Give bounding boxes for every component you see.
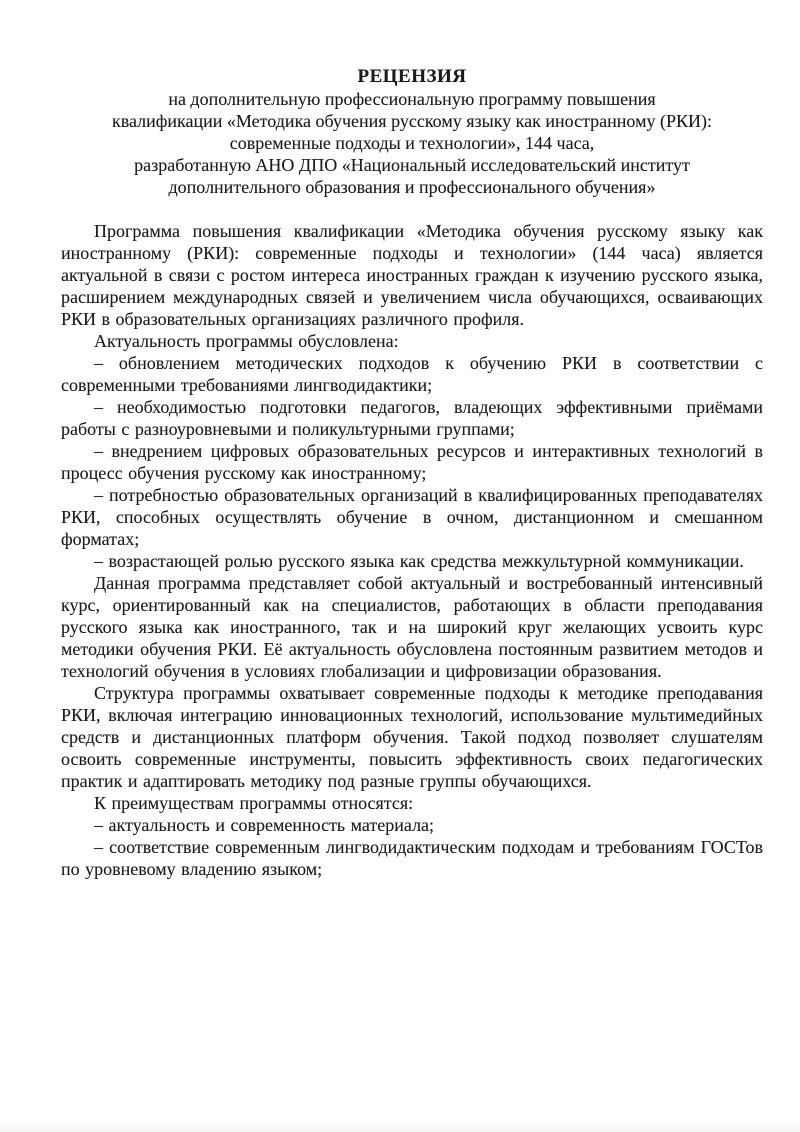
document-subtitle	[61, 88, 763, 198]
document-paragraph: – обновлением методических подходов к обучению РКИ в соответствии с современными требованиями лингводидактики;	[61, 353, 763, 395]
document-paragraph: Актуальность программы обусловлена:	[94, 331, 399, 351]
document-paragraph: К преимуществам программы относятся:	[94, 793, 414, 813]
document-paragraph: Данная программа представляет собой актуальный и востребованный интенсивный курс, ориентированный как на специалистов, работающих в области преподавания русского языка как иностранного, так и на широкий круг желающих усвоить курс методики обучения РКИ. Её актуальность обусловлена постоянным развитием методов и технологий обучения в условиях глобализации и цифровизации образования.	[61, 573, 763, 681]
document-body	[61, 220, 763, 880]
document-paragraph: – внедрением цифровых образовательных ресурсов и интерактивных технологий в процесс обучения русскому как иностранному;	[61, 441, 763, 483]
document-paragraph: – необходимостью подготовки педагогов, владеющих эффективными приёмами работы с разноуровневыми и поликультурными группами;	[61, 397, 763, 439]
document-subtitle-line: на дополнительную профессиональную программу повышения	[168, 89, 656, 109]
document-title: РЕЦЕНЗИЯ	[357, 66, 467, 87]
document-paragraph: Программа повышения квалификации «Методика обучения русскому языку как иностранному (РКИ): современные подходы и технологии» (144 часа) является актуальной в связи с ростом интереса иностранных граждан к изучению русского языка, расширением международных связей и увеличением числа обучающихся, осваивающих РКИ в образовательных организациях различного профиля.	[61, 221, 763, 329]
document-paragraph: Структура программы охватывает современные подходы к методике преподавания РКИ, включая интеграцию инновационных технологий, использование мультимедийных средств и дистанционных платформ обучения. Такой подход позволяет слушателям освоить современные инструменты, повысить эффективность своих педагогических практик и адаптировать методику под разные группы обучающихся.	[61, 683, 763, 791]
document-subtitle-line: современные подходы и технологии», 144 часа,	[229, 133, 595, 153]
document-paragraph: – возрастающей ролью русского языка как средства межкультурной коммуникации.	[94, 551, 744, 571]
document-subtitle-line: дополнительного образования и профессионального обучения»	[168, 177, 656, 197]
document-paragraph: – потребностью образовательных организаций в квалифицированных преподавателях РКИ, способных осуществлять обучение в очном, дистанционном и смешанном форматах;	[61, 485, 763, 549]
document-subtitle-line: разработанную АНО ДПО «Национальный исследовательский институт	[134, 155, 690, 175]
document-content	[61, 66, 763, 880]
document-paragraph: – актуальность и современность материала;	[94, 815, 435, 835]
document-paragraph: – соответствие современным лингводидактическим подходам и требованиям ГОСТов по уровневому владению языком;	[61, 837, 763, 879]
document-subtitle-line: квалификации «Методика обучения русскому языку как иностранному (РКИ):	[111, 111, 712, 131]
